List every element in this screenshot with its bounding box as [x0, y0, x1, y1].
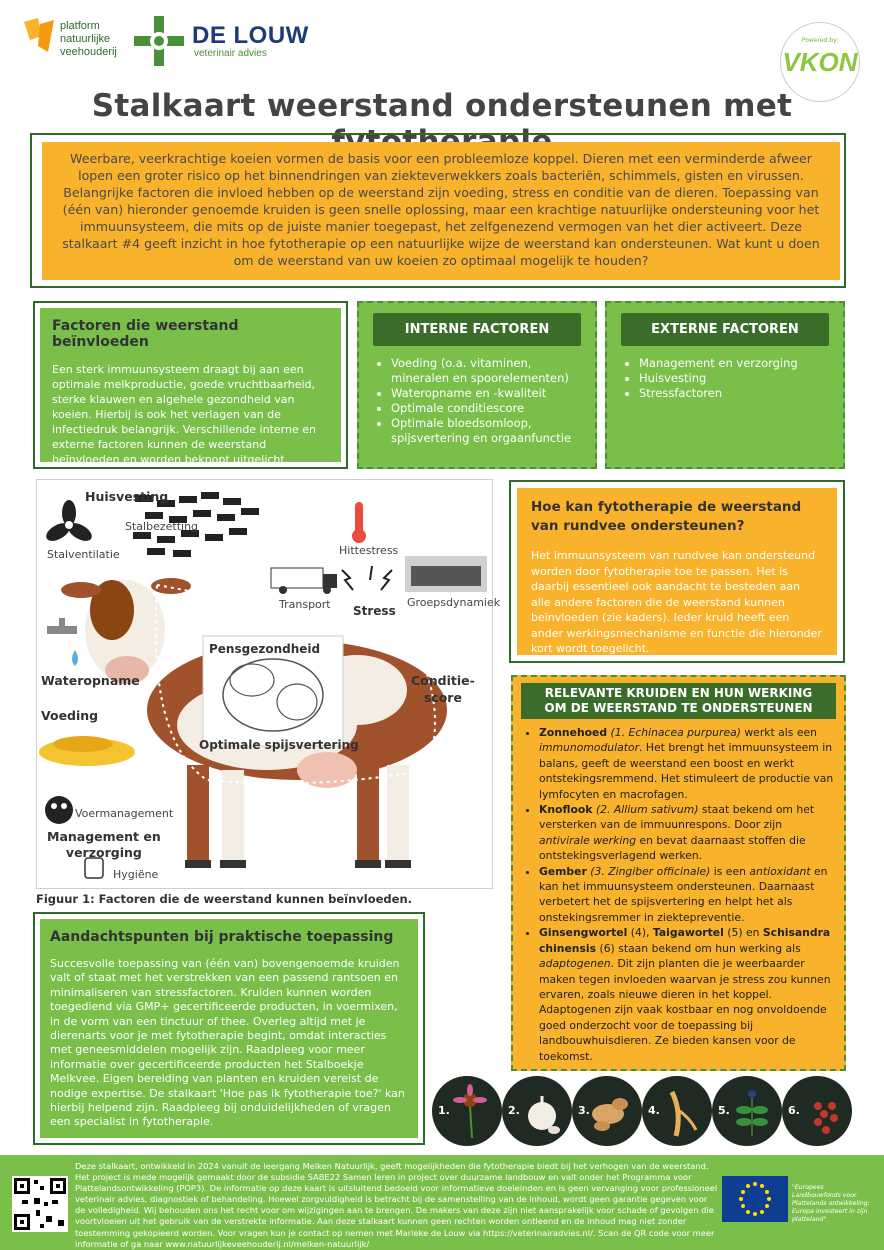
label-hittestress: Hittestress	[339, 544, 399, 557]
herb-circle-ginger: 3.	[572, 1076, 642, 1146]
factors-text: Een sterk immuunsysteem draagt bij aan een optimale melkproductie, goede vruchtbaarheid, sterke klauwen en algehele gezondheid van koeien. Hierbij is ook het verlagen van de infectiedruk belangrijk. Verschillende interne en externe factoren kunnen de weerstand beïnvloeden en worden beknopt uitgelicht.	[52, 363, 316, 466]
herbs-title: RELEVANTE KRUIDEN EN HUN WERKING OM DE WEERSTAND TE ONDERSTEUNEN	[521, 683, 836, 719]
list-item: • Wateropname en -kwaliteit	[391, 386, 581, 401]
label-transport: Transport	[279, 598, 331, 611]
label-stalbezetting: Stalbezetting	[125, 520, 199, 533]
label-stress: Stress	[353, 604, 396, 618]
label-groepsdynamiek: Groepsdynamiek	[407, 596, 501, 609]
factors-box	[40, 308, 341, 466]
ginseng-icon	[642, 1076, 712, 1146]
question-box	[517, 488, 837, 655]
list-item: • Optimale conditiescore	[391, 401, 581, 416]
list-item: • Gember (3. Zingiber officinale) is een antioxidant en kan het immuunsysteem ondersteunen. Daarnaast verbetert het de spijsvertering en helpt het als onstekingsremmer in ziektepreventie.	[539, 864, 836, 926]
pnv-logo-text: platform natuurlijke veehouderij	[60, 20, 117, 58]
list-item: • Voeding (o.a. vitaminen, mineralen en spoorelementen)	[391, 356, 581, 386]
list-item: • Stressfactoren	[639, 386, 829, 401]
echinacea-icon	[432, 1076, 502, 1146]
question-title: Hoe kan fytotherapie de weerstand van rundvee ondersteunen?	[531, 499, 802, 534]
vkon-name: VKON	[782, 47, 858, 77]
louw-logo-subtitle: veterinair advies	[194, 48, 267, 59]
list-item: • Knoflook (2. Allium sativum) staat bekend om het versterken van de immuunrespons. Door zijn antivirale werking en bevat daarnaast stoffen die ontstekingsverlagend werken.	[539, 802, 836, 864]
practical-box	[40, 919, 418, 1138]
herb-circle-echinacea: 1.	[432, 1076, 502, 1146]
list-item: • Huisvesting	[639, 371, 829, 386]
herb-circle-garlic: 2.	[502, 1076, 572, 1146]
label-hygiene: Hygiëne	[113, 868, 159, 881]
list-item: • Optimale bloedsomloop, spijsvertering en orgaanfunctie	[391, 416, 581, 446]
external-factors-title: EXTERNE FACTOREN	[621, 313, 829, 346]
garlic-icon	[502, 1076, 572, 1146]
schisandra-icon	[782, 1076, 852, 1146]
external-factors-box	[605, 301, 845, 469]
label-voeding: Voeding	[41, 708, 99, 723]
ginger-icon	[572, 1076, 642, 1146]
label-wateropname: Wateropname	[41, 673, 140, 688]
herb-circle-taiga: 5.	[712, 1076, 782, 1146]
internal-factors-box	[357, 301, 597, 469]
eu-text: "Europees Landbouwfonds voor Plattelands ontwikkeling: Europa investeert in zijn platteland"	[792, 1184, 870, 1223]
louw-logo-icon	[130, 12, 188, 70]
label-spijsvertering: Optimale spijsvertering	[199, 738, 359, 752]
intro-text: Weerbare, veerkrachtige koeien vormen de basis voor een probleemloze koppel. Dieren met een verminderde afweer lopen een groter risico op het binnendringen van ziekteverwekkers zoals bacteriën, schimmels, gisten en virussen. Belangrijke factoren die invloed hebben op de weerstand zijn voeding, stress en conditie van de dieren. Toepassing van (één van) hieronder genoemde kruiden is geen snelle oplossing, maar een krachtige natuurlijke ondersteuning voor het immuunsysteem, die mits op de juiste manier toegepast, het zelfgenezend vermogen van het dier activeert. Deze stalkaart #4 geeft inzicht in hoe fytotherapie op een natuurlijke wijze de weerstand kan ondersteunen. Wat kunt u doen om de weerstand van uw koeien zo optimaal mogelijk te houden?	[42, 142, 840, 280]
herbs-box	[511, 675, 846, 1071]
label-stalventilatie: Stalventilatie	[47, 548, 120, 561]
practical-title: Aandachtspunten bij praktische toepassing	[50, 929, 394, 945]
internal-factors-title: INTERNE FACTOREN	[373, 313, 581, 346]
factors-title: Factoren die weerstand beïnvloeden	[52, 318, 239, 350]
page-title: Stalkaart weerstand ondersteunen met	[91, 88, 793, 124]
practical-text: Succesvolle toepassing van (één van) bovengenoemde kruiden valt of staat met het verstrekken van een passend rantsoen en minimaliseren van stressfactoren. Kruiden kunnen worden toegediend via GMP+ gecertificeerde producten, in voermixen, in de vorm van een tinctuur of thee. Overleg altijd met je dierenarts voor je met fytotherapie begint, omdat interacties met geneesmiddelen mogelijk zijn. Raadpleeg voor meer informatie over gecertificeerde producten het Stalboekje Melkvee. Eigen bereiding van planten en kruiden vereist de nodige expertise. De stalkaart 'Hoe pas ik fytotherapie toe?' kan hierbij helpend zijn. Raadpleeg bij onduidelijkheden of vragen een specialist in fytotherapie.	[50, 957, 405, 1129]
figure-caption: Figuur 1: Factoren die de weerstand kunnen beïnvloeden.	[36, 892, 413, 906]
label-pensgezondheid: Pensgezondheid	[209, 642, 321, 656]
list-item: • Management en verzorging	[639, 356, 829, 371]
list-item: • Ginsengwortel (4), Taigawortel (5) en Schisandra chinensis (6) staan bekend om hun werking als adaptogenen. Dit zijn planten die je weerbaarder maken tegen invloeden waarvan je stress zou kunnen ervaren, zoals nieuwe dieren in het koppel. Adaptogenen zijn vaak kostbaar en nog onvoldoende goed onderzocht voor de toepassing bij landbouwhuisdieren. Ze bieden kansen voor de toekomst.	[539, 925, 836, 1064]
list-item: • Zonnehoed (1. Echinacea purpurea) werkt als een immunomodulator. Het brengt het immuunsysteem in balans, geeft de weerstand een boost en werkt ontstekingsremmend. Het stimuleert de productie van lymfocyten en macrofagen.	[539, 725, 836, 802]
footer-text: Deze stalkaart, ontwikkeld in 2024 vanuit de leergang Melken Natuurlijk, geeft mogelijkheden die fytotherapie biedt bij het verhogen van de weerstand. Het project is mede mogelijk gemaakt door de subsidie SABE22 Samen leren in project over duurzame landbouw en valt onder het Programma voor Plattelandsontwikkeling (POP3). De informatie op deze kaart is uitsluitend bedoeld voor informatieve doeleinden en is geen vervanging voor professioneel veterinair advies, diagnostiek of behandeling. Hoewel zorgvuldigheid is betracht bij de samenstelling van de inhoud, wordt geen garantie gegeven voor de volledigheid. Wij behouden ons het recht voor om wijzigingen aan te brengen. De makers van deze zijn niet aansprakelijk voor schade of gevolgen die voortvloeien uit het gebruik van de verstrekte informatie. Aan deze stalkaart kunnen geen rechten worden ontleend en de inhoud mag niet zonder toestemming gekopieerd worden. Voor vragen kun je contact op nemen met Marieke de Louw via https://veterinairadvies.nl/. Scan de QR code voor meer informatie of ga naar www.natuurlijkeveehouderij.nl/melken-natuurlijk/	[75, 1161, 718, 1249]
herb-circle-schisandra: 6.	[782, 1076, 852, 1146]
pnv-logo	[20, 16, 60, 56]
question-text: Het immuunsysteem van rundvee kan ondersteund worden door fytotherapie toe te passen. Het is daarbij essentieel ook aandacht te besteden aan alle andere factoren die de weerstand kunnen beïnvloeden (zie kaders). Ieder kruid heeft een ander werkingsmechanisme en functie die hieronder kort wordt toegelicht.	[531, 549, 822, 655]
label-huisvesting: Huisvesting	[85, 489, 169, 504]
label-voermanagement: Voermanagement	[75, 807, 174, 820]
label-management: Management en verzorging	[47, 829, 161, 860]
louw-logo-name: DE LOUW	[192, 22, 309, 49]
label-conditiescore: Conditie- score	[411, 673, 475, 705]
herb-circle-ginseng: 4.	[642, 1076, 712, 1146]
factors-figure	[36, 479, 501, 889]
taiga-icon	[712, 1076, 782, 1146]
eu-flag-icon	[722, 1176, 788, 1222]
vkon-powered-label: Powered by:	[801, 37, 839, 44]
qr-code[interactable]	[12, 1176, 68, 1232]
